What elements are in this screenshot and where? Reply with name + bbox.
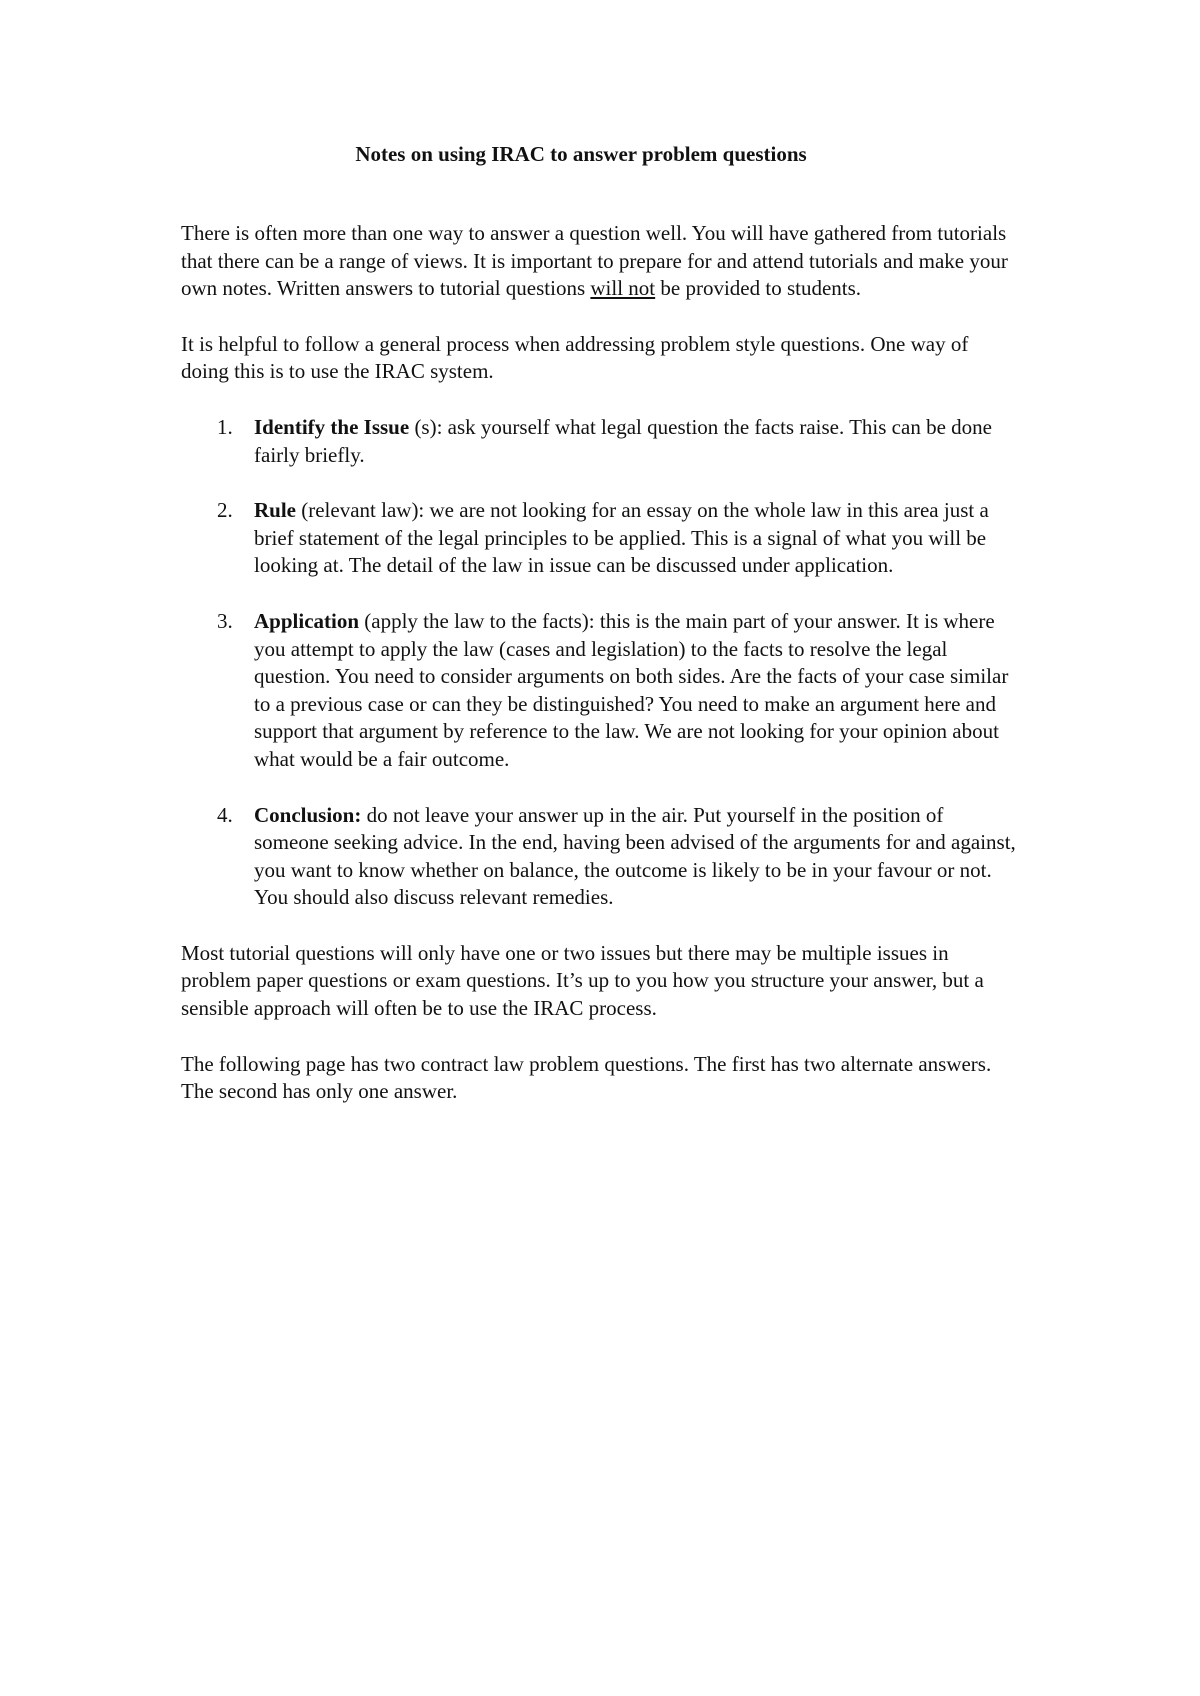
list-item-text: (s): ask yourself what legal question the facts raise. This can be done fairly briefly. [254, 414, 992, 467]
list-item-text: (relevant law): we are not looking for an essay on the whole law in this area just a brief statement of the legal principles to be applied. This is a signal of what you will be looking at. The detail of the law in issue can be discussed under application. [254, 498, 989, 578]
irac-steps-list [181, 414, 1021, 912]
intro-text: There is often more than one way to answer a question well. You will have gathered from tutorials that there can be a range of views. It is important to prepare for and attend tutorials and make your own notes. Written answers to tutorial questions [181, 221, 1008, 301]
process-paragraph: It is helpful to follow a general process when addressing problem style questions. One way of doing this is to use the IRAC system. [181, 331, 969, 384]
intro-text-end: be provided to students. [655, 276, 862, 301]
list-item-term: Rule [254, 498, 296, 523]
intro-underlined-text: will not [590, 276, 656, 301]
list-item-number: 4. [217, 802, 233, 827]
list-item-term: Application [254, 608, 360, 633]
list-item-rule [181, 497, 1021, 580]
list-item-text: do not leave your answer up in the air. Put yourself in the position of someone seeking advice. In the end, having been advised of the arguments for and against, you want to know whether on balance, the outcome is likely to be in your favour or not. You should also discuss relevant remedies. [254, 802, 1016, 910]
document-body [181, 140, 1021, 1134]
list-item-term: Conclusion: [254, 802, 362, 827]
intro-paragraph [181, 220, 1021, 303]
closing-paragraph: The following page has two contract law problem questions. The first has two alternate answers. The second has only one answer. [181, 1051, 992, 1104]
list-item-conclusion [181, 802, 1021, 912]
list-item-number: 1. [217, 414, 233, 439]
page-title: Notes on using IRAC to answer problem questions [355, 142, 807, 166]
list-item-number: 3. [217, 608, 233, 633]
list-item-number: 2. [217, 498, 233, 523]
list-item-application [181, 608, 1021, 774]
issues-paragraph: Most tutorial questions will only have one or two issues but there may be multiple issues in problem paper questions or exam questions. It’s up to you how you structure your answer, but a sensible approach will often be to use the IRAC process. [181, 940, 984, 1021]
list-item-issue [181, 414, 1021, 469]
list-item-text: (apply the law to the facts): this is the main part of your answer. It is where you attempt to apply the law (cases and legislation) to the facts to resolve the legal question. You need to consider arguments on both sides. Are the facts of your case similar to a previous case or can they be distinguished? You need to make an argument here and support that argument by reference to the law. We are not looking for your opinion about what would be a fair outcome. [254, 608, 1009, 771]
list-item-term: Identify the Issue [254, 414, 410, 439]
